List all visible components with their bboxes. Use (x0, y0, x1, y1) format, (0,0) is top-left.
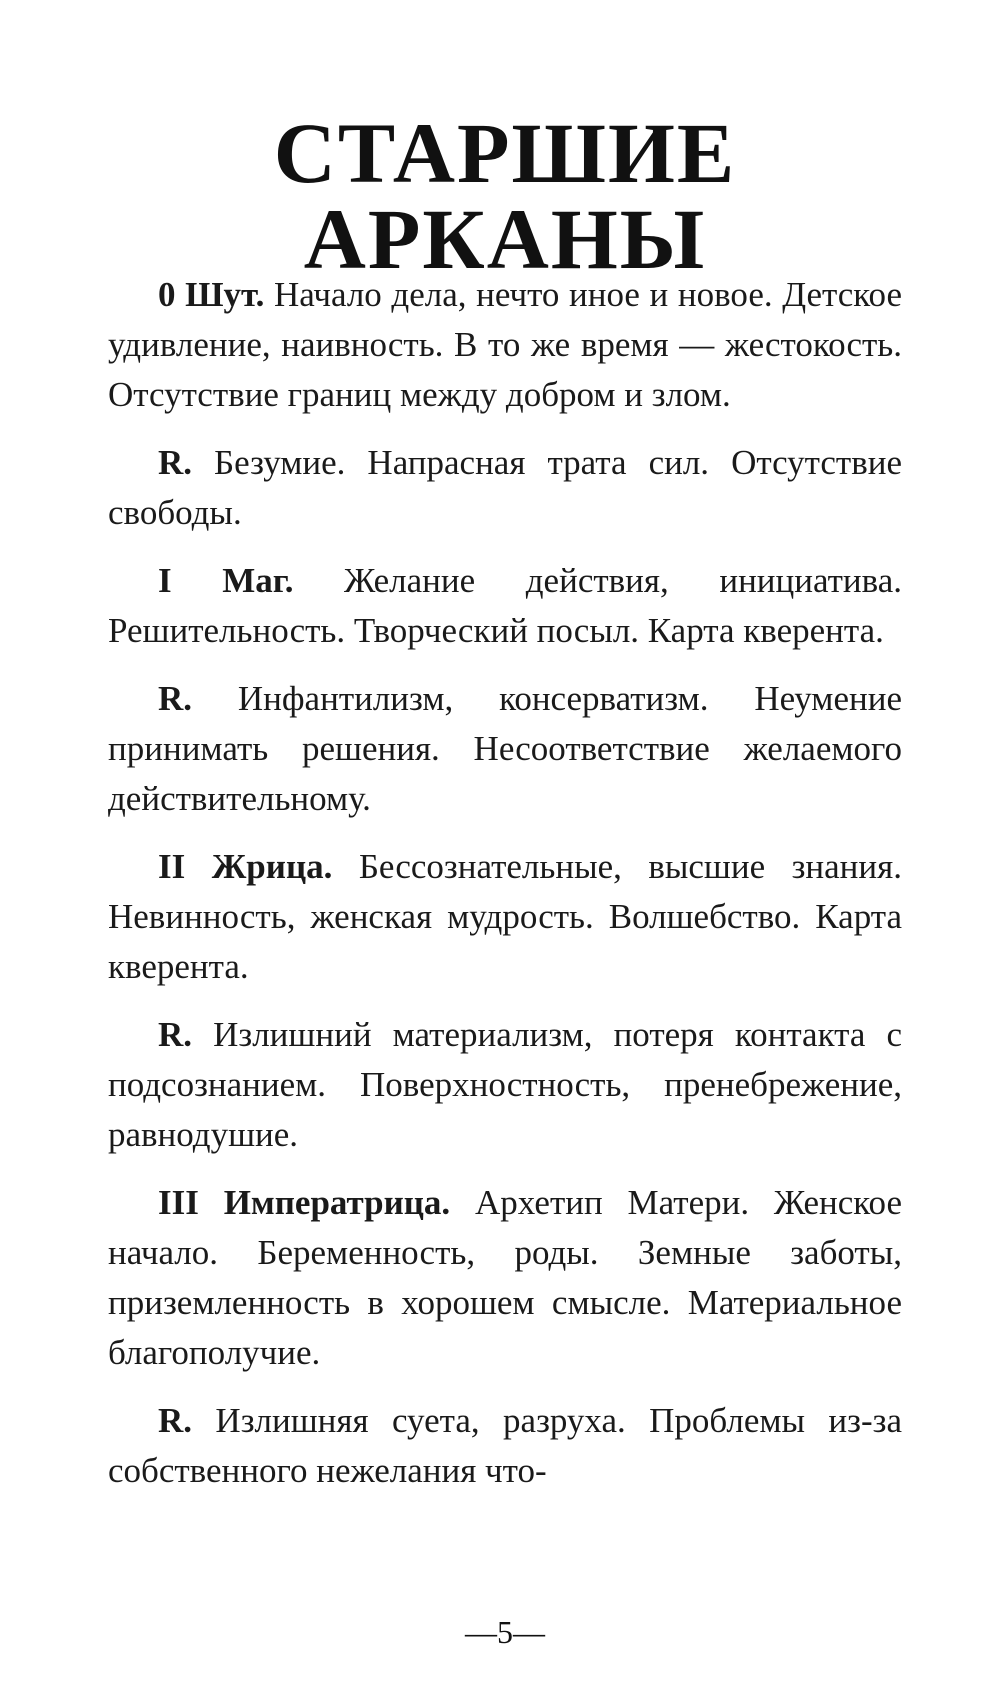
term-label: 0 Шут. (158, 275, 265, 314)
paragraph-fool (108, 270, 902, 420)
paragraph-text: Инфантилизм, консерватизм. Неумение принимать решения. Несоответствие желаемого действительному. (108, 679, 902, 818)
term-label: R. (158, 679, 193, 718)
term-label: R. (158, 1015, 193, 1054)
paragraph-text: Желание действия, инициатива. Решительность. Творческий посыл. Карта кверента. (108, 561, 902, 650)
term-label: III Императрица. (158, 1183, 451, 1222)
text-body (108, 270, 902, 1514)
page-number: —5— (465, 1614, 545, 1650)
term-label: I Маг. (158, 561, 294, 600)
term-label: R. (158, 443, 193, 482)
paragraph-text: Излишняя суета, разруха. Проблемы из-за собственного нежелания что- (108, 1401, 902, 1490)
paragraph-text: Безумие. Напрасная трата сил. Отсутствие свободы. (108, 443, 902, 532)
paragraph-priestess-reversed (108, 1010, 902, 1160)
paragraph-text: Излишний материализм, потеря контакта с подсознанием. Поверхностность, пренебрежение, равнодушие. (108, 1015, 902, 1154)
paragraph-text: Архетип Матери. Женское начало. Беременность, роды. Земные заботы, приземленность в хорошем смысле. Материальное благополучие. (108, 1183, 902, 1372)
paragraph-magician (108, 556, 902, 656)
term-label: II Жрица. (158, 847, 333, 886)
paragraph-text: Начало дела, нечто иное и новое. Детское удивление, наивность. В то же время — жестокость. Отсутствие границ между добром и злом. (108, 275, 902, 414)
paragraph-text: Бессознательные, высшие знания. Невинность, женская мудрость. Волшебство. Карта кверента. (108, 847, 902, 986)
paragraph-empress-reversed (108, 1396, 902, 1496)
paragraph-fool-reversed (108, 438, 902, 538)
paragraph-priestess (108, 842, 902, 992)
page-title: СТАРШИЕ АРКАНЫ (273, 105, 737, 287)
paragraph-magician-reversed (108, 674, 902, 824)
term-label: R. (158, 1401, 193, 1440)
paragraph-empress (108, 1178, 902, 1378)
